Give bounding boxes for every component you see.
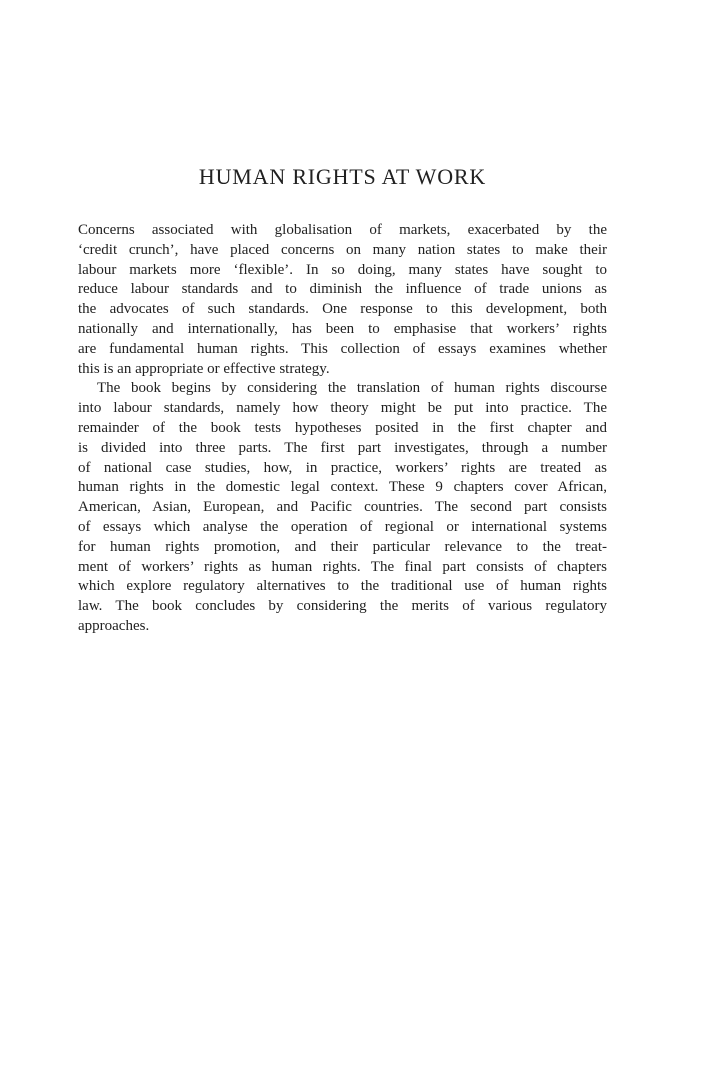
page-content xyxy=(78,165,607,637)
text-line: nationally and internationally, has been to emphasise that workers’ rights xyxy=(78,320,607,337)
text-line: ‘credit crunch’, have placed concerns on many nation states to make their xyxy=(78,241,607,258)
text-line: of essays which analyse the operation of regional or international systems xyxy=(78,518,607,535)
text-line: are fundamental human rights. This collection of essays examines whether xyxy=(78,340,607,357)
text-line: remainder of the book tests hypotheses posited in the first chapter and xyxy=(78,419,607,436)
text-line: approaches. xyxy=(78,617,150,634)
text-line: law. The book concludes by considering the merits of various regulatory xyxy=(78,598,607,615)
body-text xyxy=(78,221,607,637)
text-line: ment of workers’ rights as human rights. The final part consists of chapters xyxy=(78,558,607,575)
text-line: human rights in the domestic legal context. These 9 chapters cover African, xyxy=(78,479,607,496)
paragraph-2 xyxy=(78,379,607,636)
text-line: of national case studies, how, in practice, workers’ rights are treated as xyxy=(78,459,607,476)
text-line: the advocates of such standards. One response to this development, both xyxy=(78,301,607,318)
text-line: Concerns associated with globalisation of markets, exacerbated by the xyxy=(78,222,607,238)
text-line: reduce labour standards and to diminish the influence of trade unions as xyxy=(78,281,607,298)
text-line: which explore regulatory alternatives to the traditional use of human rights xyxy=(78,578,607,595)
text-line: is divided into three parts. The first part investigates, through a number xyxy=(78,439,607,456)
text-line: The book begins by considering the translation of human rights discourse xyxy=(97,380,607,397)
page-title: HUMAN RIGHTS AT WORK xyxy=(198,164,487,189)
text-line: labour markets more ‘flexible’. In so doing, many states have sought to xyxy=(78,261,607,278)
text-line: this is an appropriate or effective strategy. xyxy=(78,360,330,377)
text-line: into labour standards, namely how theory might be put into practice. The xyxy=(78,400,607,417)
paragraph-1 xyxy=(78,221,607,379)
text-line: American, Asian, European, and Pacific countries. The second part consists xyxy=(78,499,607,516)
text-line: for human rights promotion, and their particular relevance to the treat- xyxy=(78,538,607,555)
